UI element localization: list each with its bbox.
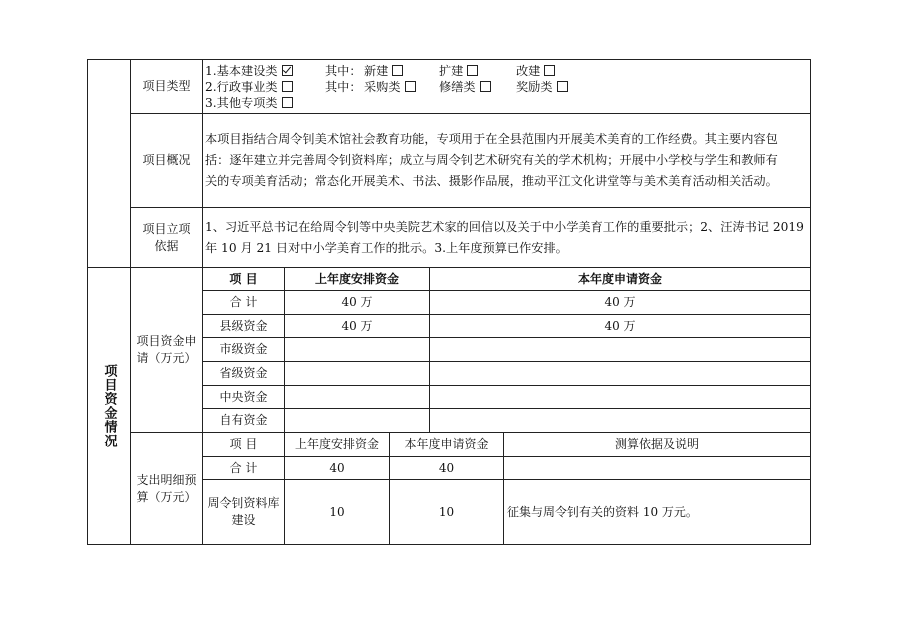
- expenditure-row-item: 合 计: [229, 460, 258, 475]
- funding-section-title: 项目资金情况: [101, 364, 117, 448]
- application-row-this-year: [430, 338, 810, 361]
- basis-text: [205, 217, 809, 259]
- basis-line: 1、习近平总书记在给周令钊等中央美院艺术家的回信以及关于中小学美育工作的重要批示；2、汪涛书记 2019: [205, 220, 804, 234]
- type-sub-label: 其中：: [325, 80, 362, 94]
- type-option-procurement[interactable]: 采购类: [364, 79, 416, 95]
- overview-line: 括：逐年建立并完善周令钊资料库；成立与周令钊艺术研究有关的学术机构；开展中小学校与学生和教师有: [205, 153, 778, 167]
- application-row-item: 自有资金: [219, 413, 268, 427]
- expenditure-row-last-year: 40: [329, 460, 345, 475]
- application-row-this-year: 40 万: [604, 318, 636, 333]
- expenditure-header-item: 项 目: [229, 437, 258, 451]
- expenditure-row-this-year: 10: [438, 504, 455, 519]
- application-header-item: 项 目: [229, 271, 258, 286]
- basis-label: [131, 208, 202, 267]
- expenditure-row-note: 征集与周令钊有关的资料 10 万元。: [507, 504, 698, 519]
- type-option-repair[interactable]: 修缮类: [439, 79, 491, 95]
- type-option-reward[interactable]: 奖励类: [516, 79, 568, 95]
- application-label-line: 请（万元）: [136, 351, 197, 365]
- application-row-item: 合 计: [229, 295, 258, 309]
- checkbox-checked-icon[interactable]: [282, 65, 293, 76]
- funding-section-label: [88, 268, 130, 544]
- checkbox-icon[interactable]: [480, 81, 491, 92]
- expenditure-item-line: 周令钊资料库: [207, 496, 280, 510]
- type-option-other[interactable]: 3.其他专项类: [205, 95, 293, 111]
- expenditure-label-line: 算（万元）: [136, 489, 197, 504]
- type-option-expand[interactable]: 扩建: [439, 63, 478, 79]
- type-option-rebuild[interactable]: 改建: [516, 63, 555, 79]
- grid-line: [130, 113, 811, 114]
- grid-line: [202, 59, 203, 268]
- application-row-last-year: 40 万: [341, 318, 373, 333]
- checkbox-icon[interactable]: [392, 65, 403, 76]
- checkbox-icon[interactable]: [282, 81, 293, 92]
- basis-line: 年 10 月 21 日对中小学美育工作的批示。3.上年度预算已作安排。: [205, 241, 568, 255]
- checkbox-icon[interactable]: [467, 65, 478, 76]
- application-row-last-year: [285, 409, 429, 432]
- overview-line: 本项目指结合周令钊美术馆社会教育功能，专项用于在全县范围内开展美术美育的工作经费。其主要内容包: [205, 132, 778, 146]
- type-sub-label: 其中：: [325, 64, 362, 78]
- grid-line: [130, 207, 811, 208]
- table-border-bottom: [87, 544, 811, 545]
- application-row-item: 省级资金: [219, 366, 268, 380]
- expenditure-row-note: [504, 457, 810, 479]
- application-row-this-year: [430, 386, 810, 408]
- expenditure-label: [131, 433, 202, 544]
- table-border-right: [810, 59, 811, 545]
- expenditure-item-line: 建设: [231, 513, 256, 527]
- application-row-item: 县级资金: [219, 318, 268, 333]
- type-option-basic-construction[interactable]: [205, 63, 293, 79]
- expenditure-header-this-year: 本年度申请资金: [404, 437, 489, 451]
- application-row-this-year: [430, 362, 810, 385]
- application-label-line: 项目资金申: [136, 334, 197, 348]
- checkbox-icon[interactable]: [557, 81, 568, 92]
- type-option-new[interactable]: 新建: [364, 63, 403, 79]
- application-row-item: 市级资金: [219, 342, 268, 356]
- checkbox-icon[interactable]: [282, 97, 293, 108]
- application-row-this-year: 40 万: [604, 295, 636, 309]
- basis-label-line: 项目立项: [142, 221, 191, 236]
- application-header-this-year: 本年度申请资金: [577, 271, 662, 286]
- application-row-last-year: [285, 362, 429, 385]
- overview-line: 关的专项美育活动；常态化开展美术、书法、摄影作品展，推动平江文化讲堂等与美术美育活动相关活动。: [205, 174, 778, 188]
- application-row-last-year: [285, 338, 429, 361]
- project-form-table: [87, 59, 811, 545]
- expenditure-label-line: 支出明细预: [136, 472, 197, 487]
- application-row-last-year: 40 万: [341, 295, 373, 309]
- expenditure-row-this-year: 40: [438, 460, 455, 475]
- basis-label-line: 依据: [154, 238, 179, 253]
- expenditure-row-last-year: 10: [329, 504, 345, 519]
- type-option-label: 1.基本建设类: [205, 64, 278, 78]
- expenditure-row-item: [203, 480, 284, 544]
- checkbox-icon[interactable]: [544, 65, 555, 76]
- expenditure-header-note: 测算依据及说明: [614, 437, 699, 451]
- type-option-administrative[interactable]: 2.行政事业类: [205, 79, 293, 95]
- expenditure-header-last-year: 上年度安排资金: [294, 437, 379, 451]
- checkbox-icon[interactable]: [405, 81, 416, 92]
- application-label: [131, 268, 202, 432]
- overview-text: [205, 129, 809, 192]
- application-header-last-year: 上年度安排资金: [314, 271, 399, 286]
- overview-label: 项目概况: [142, 153, 191, 167]
- project-type-label: 项目类型: [142, 78, 191, 93]
- application-row-item: 中央资金: [219, 389, 268, 404]
- application-row-this-year: [430, 409, 810, 432]
- application-row-last-year: [285, 386, 429, 408]
